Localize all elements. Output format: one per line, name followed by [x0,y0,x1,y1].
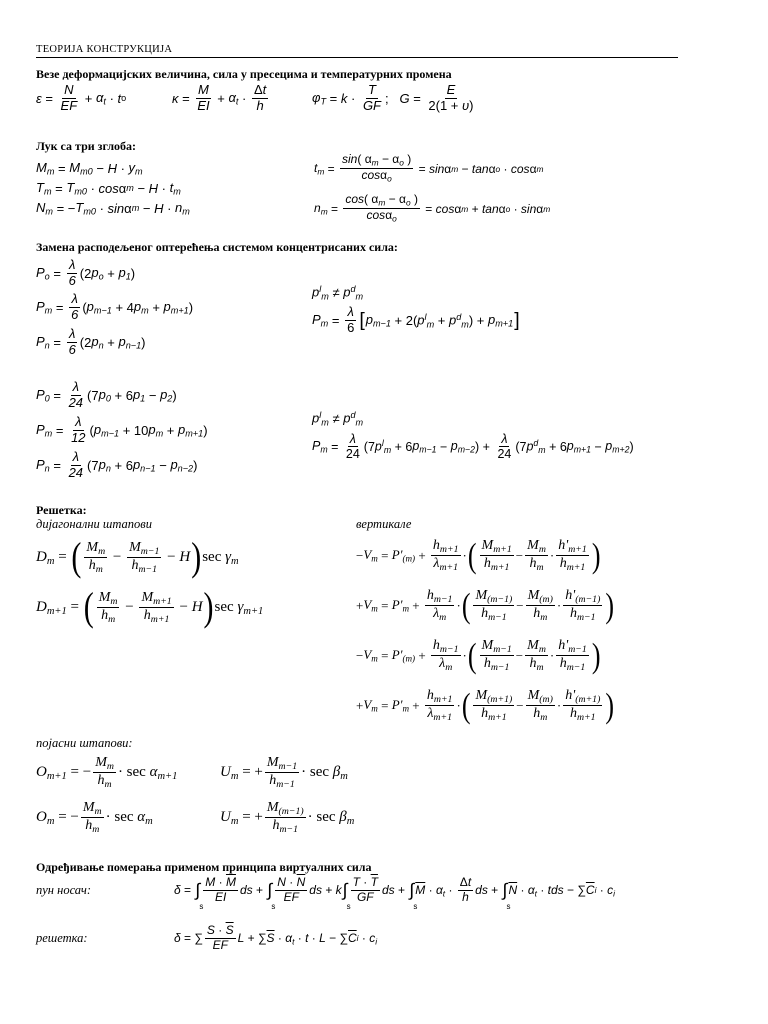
page-header: ТЕОРИЈА КОНСТРУКЦИЈА [36,44,173,55]
header-rule [36,57,678,58]
formula-dm1: $D_{m+1}$ = ( $\frac{M_m}{h_m}$ − $\frac{M_{m+1}}{h_{m+1}}$ − H ) sec $\gamma_{m+1}$ [36,584,264,630]
formula-pl-neq-pd-1: $p^l_m$ ≠ $p^d_m$ [312,284,364,302]
formula-vm-4: + $V_m$ = $P'_m$ + $\frac{h_{m+1}}{\lambda_{m+1}}$ · ( $\frac{M_{(m+1)}}{h_{m+1}}$ − $\frac{M_{(m)}}{h_m}$ · $\frac{h'_{(m+1)}}{h_{m+1}}$ ) [356,685,615,725]
formula-po-6: $P_o$ = $\frac{\lambda}{6}$ (2 $p_o$ + $p_1$ ) [36,257,136,288]
formula-pm-jump-6: $P_m$ = $\frac{\lambda}{6}$ [ $p_{m-1}$ + 2( $p^l_m$ + $p^d_m$ ) + $p_{m+1}$ ] [312,304,520,335]
formula-pl-neq-pd-2: $p^l_m$ ≠ $p^d_m$ [312,410,364,428]
formula-um-2: $U_m$ = + $\frac{M_{(m-1)}}{h_{m-1}}$ · sec $\beta_m$ [220,800,355,836]
section-title-load-replacement: Замена расподељеног оптерећења системом концентрисаних сила: [36,240,398,254]
formula-vm-1: − $V_m$ = $P'_{(m)}$ + $\frac{h_{m+1}}{\lambda_{m+1}}$ · ( $\frac{M_{m+1}}{h_{m+1}}$ − $\frac{M_m}{h_m}$ · $\frac{h'_{m+1}}{h_{m+1}}$ ) [356,535,601,575]
formula-vm-3: − $V_m$ = $P'_{(m)}$ + $\frac{h_{m-1}}{\lambda_m}$ · ( $\frac{M_{m-1}}{h_{m-1}}$ − $\frac{M_m}{h_m}$ · $\frac{h'_{m-1}}{h_{m-1}}$ ) [356,635,601,675]
label-truss: решетка: [36,931,88,945]
formula-p0-24: $P_0$ = $\frac{\lambda}{24}$ (7 $p_0$ + 6 $p_1$ − $p_2$ ) [36,379,177,410]
formula-arch-nm: $n_m$ = $\frac{\cos( \alpha_m - \alpha_o )}{\cos\alpha_o}$ = cos α m + tan α o · sin α m [314,192,551,224]
formula-displacement-truss: δ = ∑ $\frac{S \cdot \overline{S}}{EF}$ L + ∑ $\overline{S}$ · $\alpha_t$ · t · L − ∑ $\overline{C}$ i · $c_i$ [174,923,378,952]
formula-arch-tm: $t_m$ = $\frac{\sin( \alpha_m - \alpha_o )}{\cos\alpha_o}$ = sin α m − tan α o · cos α m [314,152,544,184]
formula-om: $O_m$ = − $\frac{M_m}{h_m}$ · sec $\alpha_m$ [36,800,153,836]
label-full-beam: пун носач: [36,883,92,897]
formula-curvature: κ = $\frac{M}{EI}$ + $\alpha_t$ · $\frac{\Delta t}{h}$ [172,82,267,113]
formula-displacement-beam: δ = ∫ s $\frac{M \cdot \overline{M}}{EI}$ ds + ∫ s $\frac{N \cdot \overline{N}}{EF}$ ds + k ∫ s $\frac{T \cdot \overline{T}}{GF}$ ds + ∫ s $\overline{M}$ · $\alpha_t$ · $\frac{\Delta t}{h}$ ds + ∫ s $\overline{N}$ · $\alpha_t$ · tds − ∑ $\overline{C}$ i · $c_i$ [174,875,615,912]
formula-arch-shear: $T_m$ = $T_{m0}$ · cos α m − H · $t_m$ [36,180,181,197]
section-title-virtual-work: Одређивање померања применом принципа виртуалних сила [36,860,372,874]
formula-shear: $\varphi_T$ = k · $\frac{T}{GF}$ ; G = $\frac{E}{2(1 + \upsilon)}$ [312,82,474,113]
formula-pm-12: $P_m$ = $\frac{\lambda}{12}$ ( $p_{m-1}$ + 10 $p_m$ + $p_{m+1}$ ) [36,414,208,445]
formula-pm-jump-24: $P_m$ = $\frac{\lambda}{24}$ (7 $p^l_m$ + 6 $p_{m-1}$ − $p_{m-2}$ ) + $\frac{\lambda}{24}$ (7 $p^d_m$ + 6 $p_{m+1}$ − $p_{m+2}$ ) [312,432,634,462]
section-title-deformation: Везе деформацијских величина, сила у пресецима и температурних промена [36,67,452,81]
formula-pn-24: $P_n$ = $\frac{\lambda}{24}$ (7 $p_n$ + 6 $p_{n-1}$ − $p_{n-2}$ ) [36,449,198,480]
formula-pm-6: $P_m$ = $\frac{\lambda}{6}$ ( $p_{m-1}$ + 4 $p_m$ + $p_{m+1}$ ) [36,291,194,322]
section-title-truss: Решетка: [36,503,87,517]
label-verticals: вертикале [356,517,412,531]
label-diagonals: дијагонални штапови [36,517,152,531]
section-title-arch: Лук са три зглоба: [36,139,137,153]
formula-arch-normal: $N_m$ = − $T_{m0}$ · sin α m − H · $n_m$ [36,200,190,217]
label-chords: појасни штапови: [36,736,133,750]
formula-arch-moment: $M_m$ = $M_{m0}$ − H · $y_m$ [36,160,143,177]
formula-dm: $D_m$ = ( $\frac{M_m}{h_m}$ − $\frac{M_{m-1}}{h_{m-1}}$ − H ) sec $\gamma_m$ [36,534,239,580]
formula-om1: $O_{m+1}$ = − $\frac{M_m}{h_m}$ · sec $\alpha_{m+1}$ [36,755,178,791]
formula-vm-2: + $V_m$ = $P'_m$ + $\frac{h_{m-1}}{\lambda_m}$ · ( $\frac{M_{(m-1)}}{h_{m-1}}$ − $\frac{M_{(m)}}{h_m}$ · $\frac{h'_{(m-1)}}{h_{m-1}}$ ) [356,585,615,625]
formula-um-1: $U_m$ = + $\frac{M_{m-1}}{h_{m-1}}$ · sec $\beta_m$ [220,755,348,791]
formula-strain: ε = $\frac{N}{EF}$ + $\alpha_t$ · t o [36,82,127,113]
formula-pn-6: $P_n$ = $\frac{\lambda}{6}$ (2 $p_n$ + $p_{n-1}$ ) [36,326,146,357]
